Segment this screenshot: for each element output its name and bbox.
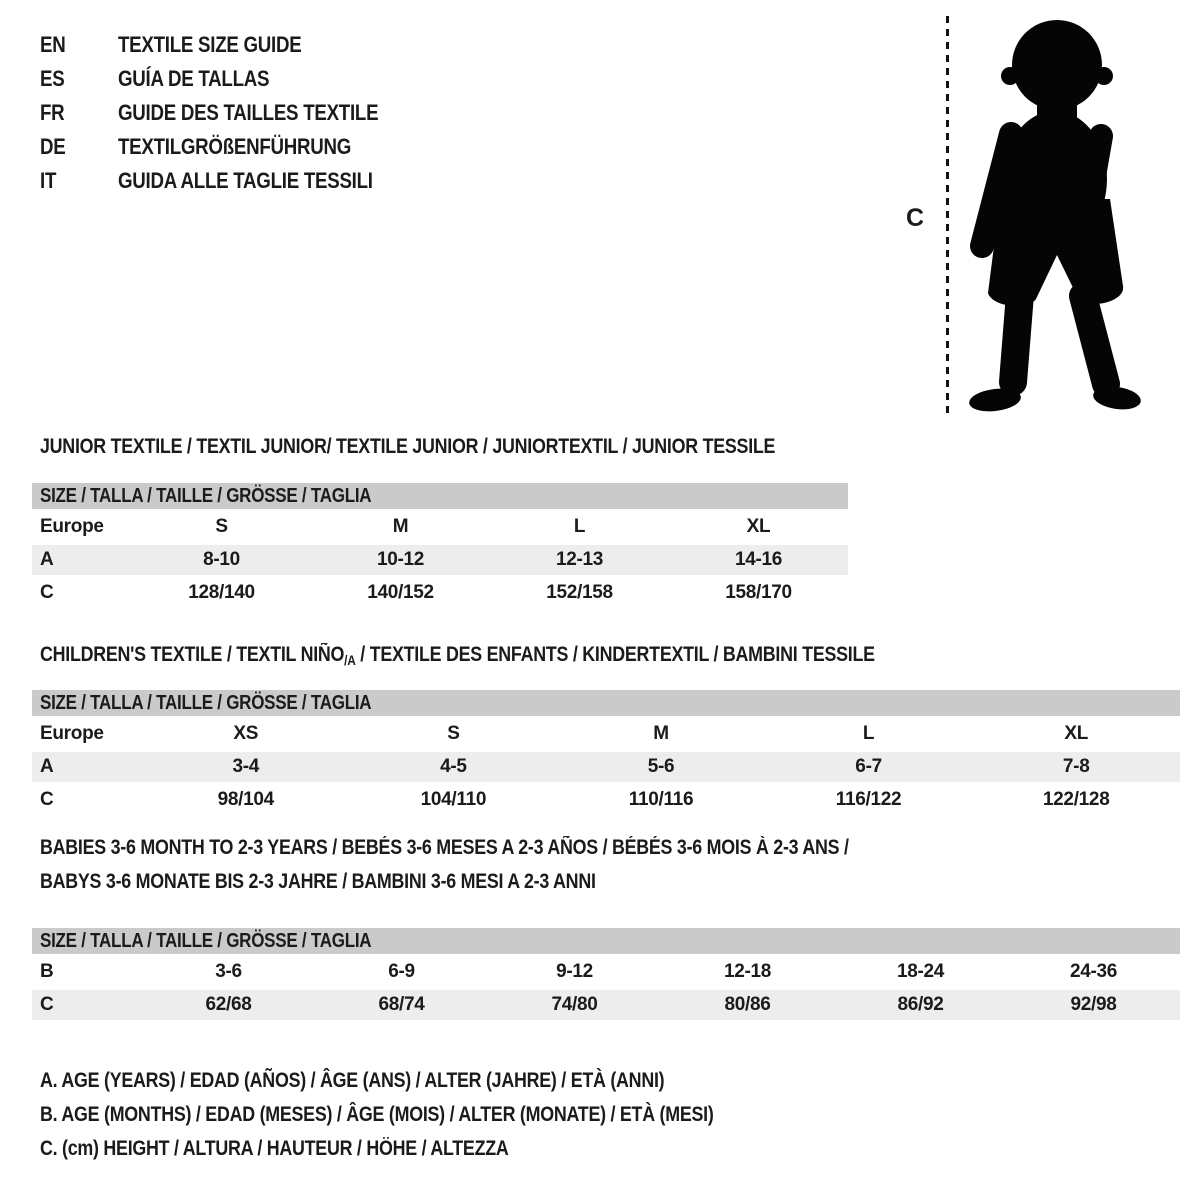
- row-label: C: [32, 784, 142, 817]
- cell: 12-18: [661, 956, 834, 989]
- babies-section-title-line2: [40, 870, 694, 894]
- cell: L: [490, 511, 669, 544]
- size-header-text: SIZE / TALLA / TAILLE / GRÖSSE / TAGLIA: [40, 484, 372, 507]
- guide-title-text: TEXTILE SIZE GUIDE: [118, 32, 302, 57]
- cell: 18-24: [834, 956, 1007, 989]
- cell: 122/128: [972, 784, 1180, 817]
- legend-line-a-text: A. AGE (YEARS) / EDAD (AÑOS) / ÂGE (ANS) / ALTER (JAHRE) / ETÀ (ANNI): [40, 1069, 665, 1092]
- guide-title: [118, 164, 424, 198]
- row-label: B: [32, 956, 142, 989]
- cell: 152/158: [490, 577, 669, 610]
- legend-line-b-text: B. AGE (MONTHS) / EDAD (MESES) / ÂGE (MOIS) / ALTER (MONATE) / ETÀ (MESI): [40, 1103, 714, 1126]
- babies-size-table-wrap: [32, 928, 1180, 1023]
- cell: 8-10: [132, 544, 311, 577]
- cell: S: [132, 511, 311, 544]
- children-title-subscript: /A: [344, 652, 356, 668]
- language-guide-list: [40, 28, 424, 198]
- language-code-text: ES: [40, 66, 65, 91]
- cell: XL: [669, 511, 848, 544]
- cell: L: [765, 718, 973, 751]
- children-section-title-text: [40, 643, 875, 672]
- legend-line-c: [40, 1132, 832, 1166]
- cell: 86/92: [834, 989, 1007, 1022]
- list-item: [40, 130, 424, 164]
- row-label: C: [32, 989, 142, 1022]
- size-header-cell: [32, 928, 1180, 956]
- language-code: [40, 164, 118, 198]
- guide-title: [118, 28, 424, 62]
- junior-section-title-text: JUNIOR TEXTILE / TEXTIL JUNIOR/ TEXTILE JUNIOR / JUNIORTEXTIL / JUNIOR TESSILE: [40, 435, 776, 458]
- language-code-text: EN: [40, 32, 66, 57]
- cell: 6-7: [765, 751, 973, 784]
- table-row: [32, 511, 848, 544]
- table-row: [32, 751, 1180, 784]
- cell: 140/152: [311, 577, 490, 610]
- language-code-text: IT: [40, 168, 57, 193]
- children-title-main: CHILDREN'S TEXTILE / TEXTIL NIÑO: [40, 643, 345, 666]
- table-row: [32, 989, 1180, 1022]
- cell: S: [350, 718, 558, 751]
- guide-title-text: GUIDE DES TAILLES TEXTILE: [118, 100, 379, 125]
- row-label: Europe: [32, 511, 132, 544]
- cell: XS: [142, 718, 350, 751]
- junior-size-table-wrap: [32, 483, 848, 611]
- table-row: [32, 718, 1180, 751]
- guide-title: [118, 96, 424, 130]
- cell: 3-6: [142, 956, 315, 989]
- cell: 6-9: [315, 956, 488, 989]
- table-header-row: [32, 483, 848, 511]
- list-item: [40, 28, 424, 62]
- size-header-text: SIZE / TALLA / TAILLE / GRÖSSE / TAGLIA: [40, 929, 372, 952]
- cell: 116/122: [765, 784, 973, 817]
- cell: 98/104: [142, 784, 350, 817]
- legend-line-b: [40, 1098, 832, 1132]
- cell: 9-12: [488, 956, 661, 989]
- cell: 74/80: [488, 989, 661, 1022]
- cell: 3-4: [142, 751, 350, 784]
- cell: 4-5: [350, 751, 558, 784]
- guide-title: [118, 130, 424, 164]
- table-row: [32, 577, 848, 610]
- children-title-rest: / TEXTILE DES ENFANTS / KINDERTEXTIL / BAMBINI TESSILE: [355, 643, 875, 666]
- legend-line-a: [40, 1064, 832, 1098]
- cell: M: [557, 718, 765, 751]
- cell: 92/98: [1007, 989, 1180, 1022]
- row-label: A: [32, 751, 142, 784]
- cell: 12-13: [490, 544, 669, 577]
- table-row: [32, 956, 1180, 989]
- list-item: [40, 164, 424, 198]
- babies-section-title-line1: [40, 836, 991, 860]
- cell: M: [311, 511, 490, 544]
- cell: 7-8: [972, 751, 1180, 784]
- cell: 104/110: [350, 784, 558, 817]
- cell: 158/170: [669, 577, 848, 610]
- babies-section-title-line2-text: BABYS 3-6 MONATE BIS 2-3 JAHRE / BAMBINI 3-6 MESI A 2-3 ANNI: [40, 870, 596, 893]
- cell: XL: [972, 718, 1180, 751]
- babies-size-table: [32, 928, 1180, 1023]
- guide-title: [118, 62, 424, 96]
- children-size-table: [32, 690, 1180, 818]
- table-row: [32, 784, 1180, 817]
- row-label: A: [32, 544, 132, 577]
- cell: 24-36: [1007, 956, 1180, 989]
- size-header-cell: [32, 690, 1180, 718]
- row-label: C: [32, 577, 132, 610]
- guide-title-text: GUIDA ALLE TAGLIE TESSILI: [118, 168, 373, 193]
- babies-section-title-line1-text: BABIES 3-6 MONTH TO 2-3 YEARS / BEBÉS 3-6 MESES A 2-3 AÑOS / BÉBÉS 3-6 MOIS À 2-3 ANS /: [40, 836, 849, 859]
- height-measure-dashed-line: [946, 16, 949, 416]
- row-label: Europe: [32, 718, 142, 751]
- size-header-text: SIZE / TALLA / TAILLE / GRÖSSE / TAGLIA: [40, 691, 372, 714]
- cell: 110/116: [557, 784, 765, 817]
- cell: 10-12: [311, 544, 490, 577]
- list-item: [40, 62, 424, 96]
- language-code: [40, 62, 118, 96]
- guide-title-text: GUÍA DE TALLAS: [118, 66, 270, 91]
- junior-size-table: [32, 483, 848, 611]
- cell: 80/86: [661, 989, 834, 1022]
- children-section-title: [40, 643, 1022, 672]
- language-code: [40, 96, 118, 130]
- cell: 62/68: [142, 989, 315, 1022]
- legend: [40, 1064, 832, 1166]
- cell: 5-6: [557, 751, 765, 784]
- children-size-table-wrap: [32, 690, 1180, 818]
- list-item: [40, 96, 424, 130]
- junior-section-title: [40, 435, 905, 459]
- language-code-text: FR: [40, 100, 65, 125]
- legend-line-c-text: C. (cm) HEIGHT / ALTURA / HAUTEUR / HÖHE / ALTEZZA: [40, 1137, 509, 1160]
- cell: 128/140: [132, 577, 311, 610]
- language-code: [40, 28, 118, 62]
- toddler-silhouette-image: [955, 16, 1150, 418]
- table-row: [32, 544, 848, 577]
- cell: 68/74: [315, 989, 488, 1022]
- table-header-row: [32, 690, 1180, 718]
- cell: 14-16: [669, 544, 848, 577]
- guide-title-text: TEXTILGRÖßENFÜHRUNG: [118, 134, 352, 159]
- size-header-cell: [32, 483, 848, 511]
- language-code: [40, 130, 118, 164]
- table-header-row: [32, 928, 1180, 956]
- toddler-silhouette-shape: [968, 20, 1142, 414]
- height-marker-label: C: [906, 204, 925, 232]
- language-code-text: DE: [40, 134, 66, 159]
